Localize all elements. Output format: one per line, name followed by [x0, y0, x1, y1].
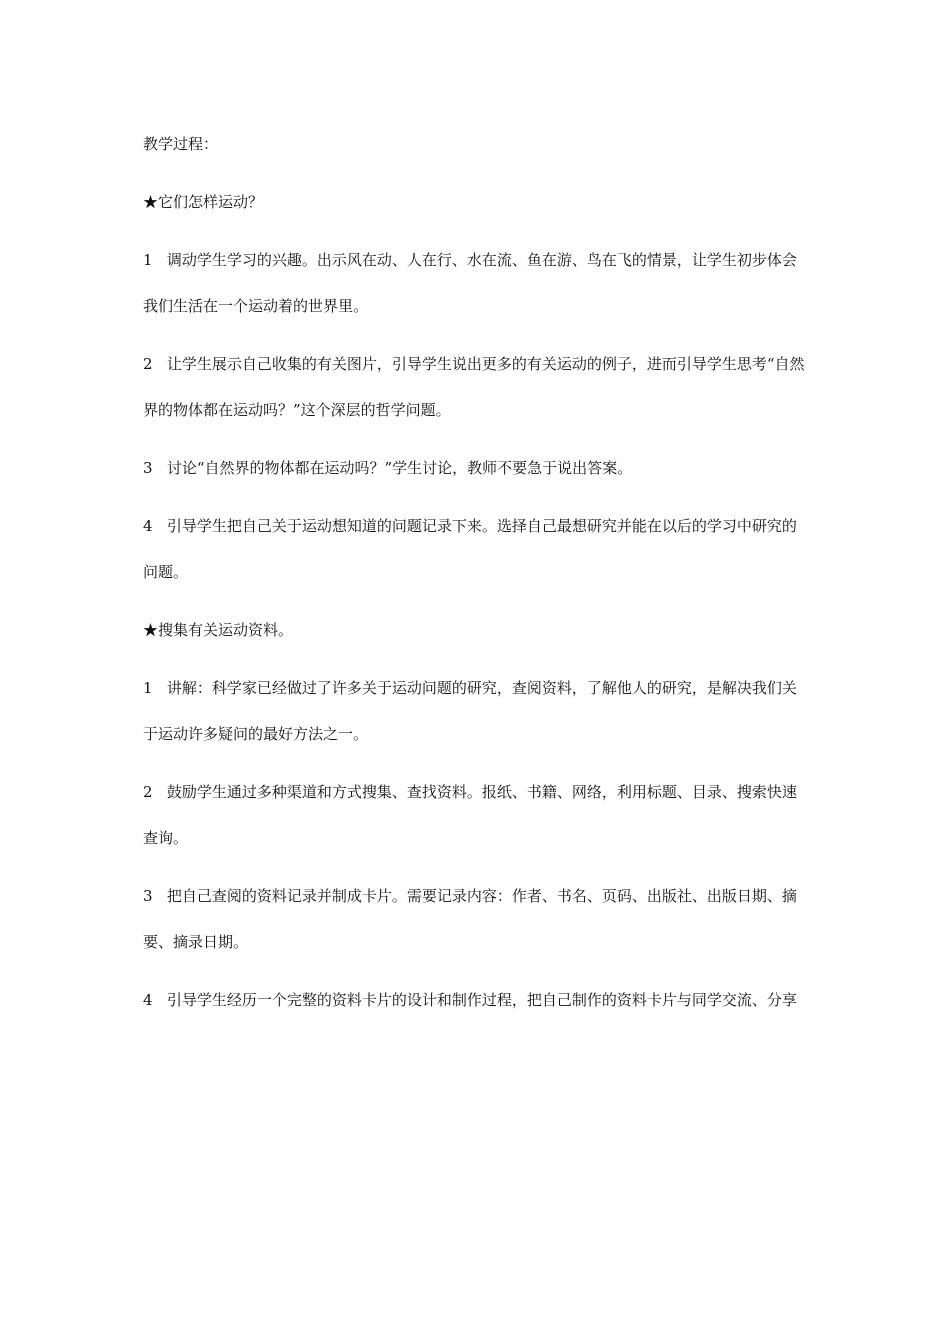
paragraph-item: 2 鼓励学生通过多种渠道和方式搜集、查找资料。报纸、书籍、网络，利用标题、目录、搜索快速查询。: [143, 783, 797, 847]
paragraph-item: 3 把自己查阅的资料记录并制成卡片。需要记录内容：作者、书名、页码、出版社、出版日期、摘要、摘录日期。: [143, 887, 797, 951]
subheading-motion: ★它们怎样运动？: [143, 193, 264, 211]
subheading-collect: ★搜集有关运动资料。: [143, 621, 294, 639]
document-body: [143, 121, 811, 1035]
paragraph-item: 3 讨论“自然界的物体都在运动吗？”学生讨论，教师不要急于说出答案。: [143, 459, 633, 477]
paragraph-item: 4 引导学生把自己关于运动想知道的问题记录下来。选择自己最想研究并能在以后的学习中研究的问题。: [143, 517, 797, 581]
paragraph-item: 1 讲解：科学家已经做过了许多关于运动问题的研究，查阅资料，了解他人的研究，是解决我们关于运动许多疑问的最好方法之一。: [143, 679, 797, 743]
paragraph-item: 2 让学生展示自己收集的有关图片，引导学生说出更多的有关运动的例子，进而引导学生思考“自然界的物体都在运动吗？”这个深层的哲学问题。: [143, 355, 805, 419]
paragraph-item: 4 引导学生经历一个完整的资料卡片的设计和制作过程，把自己制作的资料卡片与同学交流、分享: [143, 991, 797, 1009]
section-heading: 教学过程：: [143, 135, 219, 153]
paragraph-item: 1 调动学生学习的兴趣。出示风在动、人在行、水在流、鱼在游、鸟在飞的情景，让学生初步体会我们生活在一个运动着的世界里。: [143, 251, 797, 315]
